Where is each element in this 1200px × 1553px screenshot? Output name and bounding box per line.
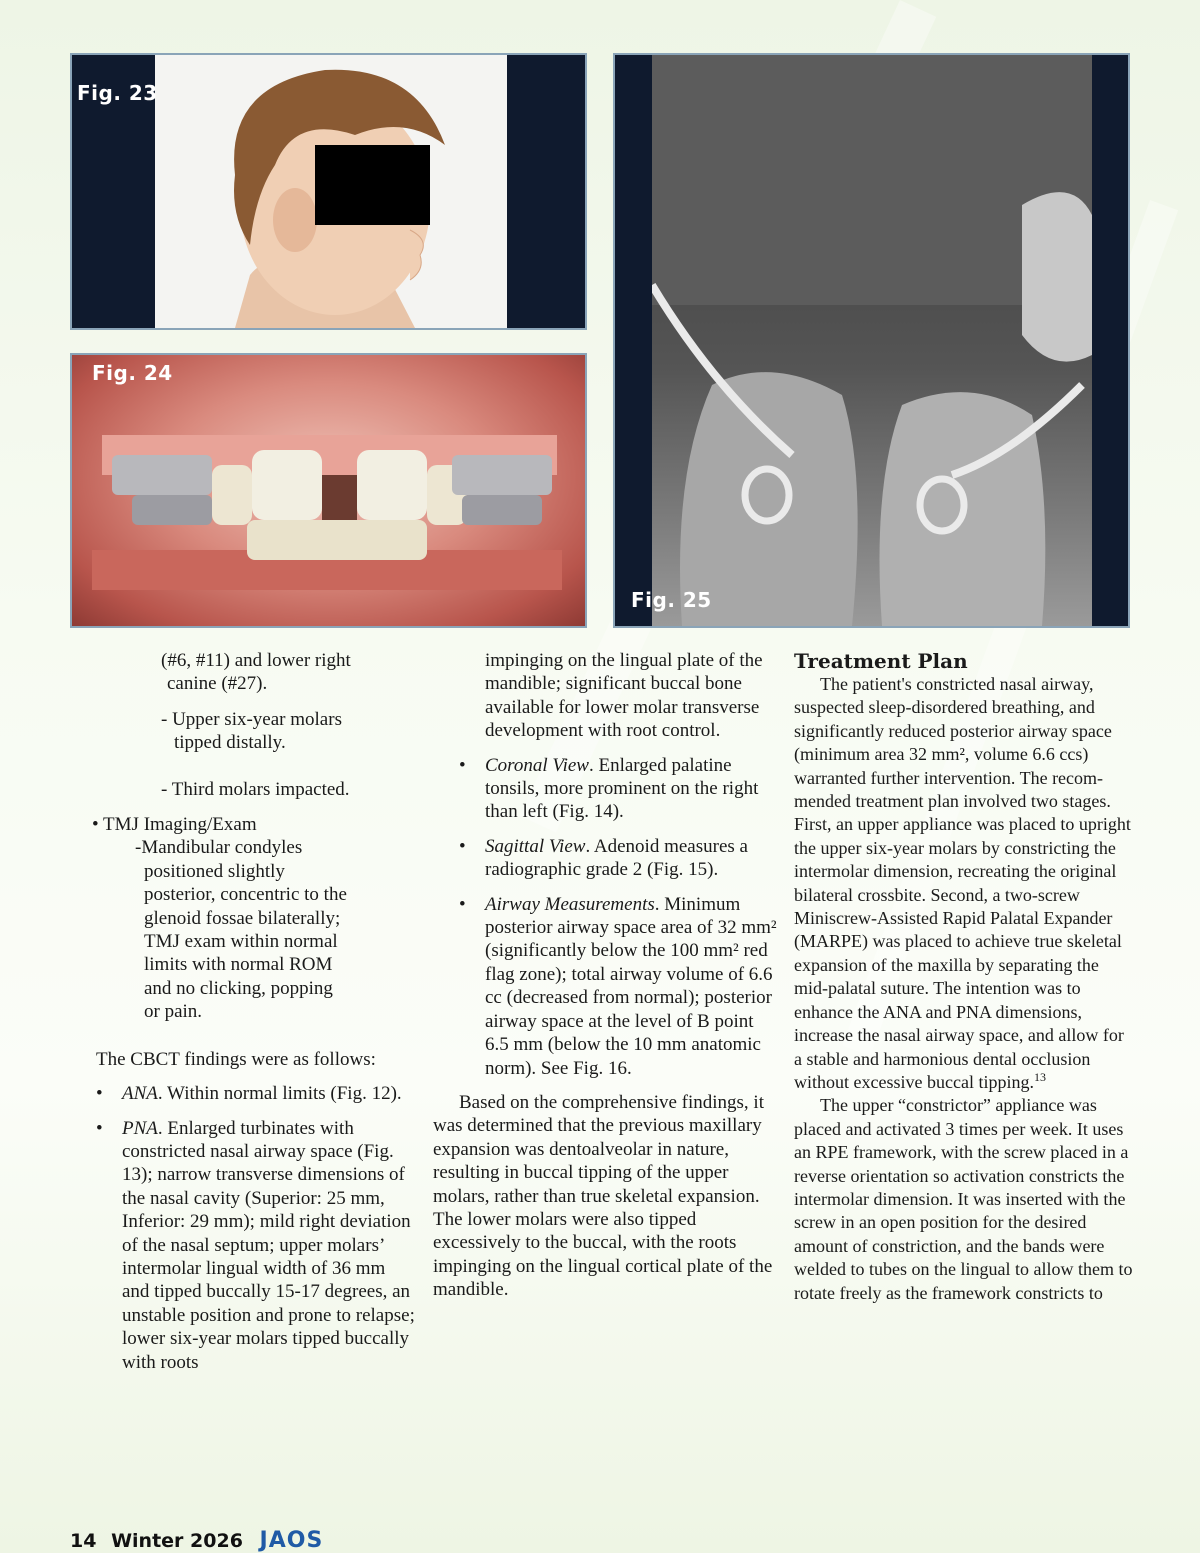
patient-profile-illustration — [155, 55, 507, 328]
text-line: • TMJ Imaging/Exam — [92, 814, 257, 836]
paragraph: The CBCT findings were as follows: — [96, 1048, 376, 1070]
bullet-label: PNA — [122, 1117, 158, 1139]
text-column-2 — [433, 649, 778, 1302]
radiograph-illustration — [652, 55, 1092, 626]
reference-number: 13 — [1033, 1069, 1046, 1084]
paragraph: Based on the comprehensive findings, it was determined that the previous maxillary expansion was dentoalveolar in nature, resulting in buccal tipping of the upper molars, rather than true skeletal expansion. The lower molars were also tipped excessively to the buccal, with the roots impinging on the lingual cortical plate of the mandible. — [433, 1091, 773, 1301]
text-line: canine (#27). — [167, 673, 268, 695]
bullet-label: Airway Measurements — [485, 893, 655, 915]
bullet-label: ANA — [122, 1083, 158, 1105]
bullet-sagittal: • Sagittal View. Adenoid measures a radiographic grade 2 (Fig. 15). — [459, 835, 748, 881]
text-column-1 — [70, 649, 415, 1374]
text-line: positioned slightly — [144, 860, 285, 882]
bullet-label: Sagittal View — [485, 835, 586, 857]
periapical-radiograph — [652, 55, 1092, 626]
text-column-3 — [794, 649, 1134, 1305]
bullet-pna: • PNA. Enlarged turbinates with constricted nasal airway space (Fig. 13); narrow transverse dimensions of the nasal cavity (Superior: 25 mm, Inferior: 29 mm); mild right deviation of the nasal septum; upper molars’ intermolar lingual width of 36 mm and tipped buccally 15-17 degrees, an unstable position and prone to relapse; lower six-year molars tipped buccally with roots — [96, 1117, 415, 1373]
page-footer — [70, 1528, 323, 1553]
bullet-ana: • ANA. Within normal limits (Fig. 12). — [96, 1083, 402, 1105]
figure-24 — [70, 353, 587, 628]
bullet-text: . Minimum posterior airway space area of 32 mm² (significantly below the 100 mm² red flag zone); total airway volume of 6.6 cc (decreased from normal); posterior airway space at the level of B point 6.5 mm (below the 10 mm anatomic norm). See Fig. 16. — [485, 893, 777, 1079]
bullet-text: . Within normal limits (Fig. 12). — [157, 1083, 402, 1105]
paragraph: impinging on the lingual plate of the mandible; significant buccal bone available for lower molar transverse development with root control. — [485, 650, 763, 742]
text-line: - Upper six-year molars — [161, 708, 342, 730]
figure-23 — [70, 53, 587, 330]
bullet-text: . Enlarged palatine tonsils, more prominent on the right than left (Fig. 14). — [485, 754, 759, 823]
text-line: TMJ exam within normal — [144, 931, 338, 953]
page-number: 14 — [70, 1530, 97, 1552]
text-line: or pain. — [144, 1001, 203, 1023]
issue-date: Winter 2026 — [111, 1530, 243, 1552]
text-line: and no clicking, popping — [144, 977, 333, 999]
bullet-label: Coronal View — [485, 754, 589, 776]
figure-25 — [613, 53, 1130, 628]
text-line: -Mandibular condyles — [135, 837, 303, 859]
paragraph — [794, 673, 1134, 1094]
bullet-coronal: • Coronal View. Enlarged palatine tonsils, more prominent on the right than left (Fig. 14). — [459, 754, 759, 823]
figure-24-label: Fig. 24 — [92, 361, 173, 385]
figure-23-label: Fig. 23 — [77, 81, 158, 105]
paragraph: The upper “constrictor” appliance was placed and activated 3 times per week. It uses an RPE framework, with the screw placed in a reverse orientation so activation constricts the intermolar dimension. It was inserted with the screw in an open position for the desired amount of constriction, and the bands were welded to tubes on the lingual to allow them to rotate freely as the framework constricts to — [794, 1095, 1133, 1303]
text-line: - Third molars impacted. — [161, 778, 350, 800]
bullet-text: . Adenoid measures a radiographic grade 2 (Fig. 15). — [485, 835, 748, 881]
paragraph-text: The patient's constricted nasal airway, suspected sleep-disordered breathing, and significantly reduced posterior airway space (minimum area 32 mm², volume 6.6 ccs) warranted further intervention. The recommended treatment plan involved two stages. First, an upper appliance was placed to upright the upper six-year molars by constricting the intermolar dimension, recreating the original bilateral crossbite. Second, a two-screw Miniscrew-Assisted Rapid Palatal Expander (MARPE) was placed to achieve true skeletal expansion of the maxilla by separating the mid-palatal suture. The intention was to enhance the ANA and PNA dimensions, increase the nasal airway space, and allow for a stable and harmonious dental occlusion without excessive buccal tipping. — [794, 674, 1131, 1092]
section-heading: Treatment Plan — [794, 649, 968, 673]
text-line: posterior, concentric to the — [144, 884, 347, 906]
text-line: limits with normal ROM — [144, 954, 333, 976]
figure-25-label: Fig. 25 — [631, 588, 712, 612]
bullet-text: . Enlarged turbinates with constricted nasal airway space (Fig. 13); narrow transverse dimensions of the nasal cavity (Superior: 25 mm, Inferior: 29 mm); mild right deviation of the nasal septum; upper molars’ intermolar lingual width of 36 mm and tipped buccally 15-17 degrees, an unstable position and prone to relapse; lower six-year molars tipped buccally with roots — [122, 1117, 415, 1373]
text-line: (#6, #11) and lower right — [161, 650, 351, 671]
journal-brand: JAOS — [259, 1528, 324, 1553]
bullet-airway: • Airway Measurements. Minimum posterior airway space area of 32 mm² (significantly below the 100 mm² red flag zone); total airway volume of 6.6 cc (decreased from normal); posterior airway space at the level of B point 6.5 mm (below the 10 mm anatomic norm). See Fig. 16. — [459, 893, 777, 1079]
intraoral-photo — [72, 355, 585, 626]
text-line: tipped distally. — [174, 732, 286, 754]
text-line: glenoid fossae bilaterally; — [144, 907, 341, 929]
patient-profile-photo — [155, 55, 507, 328]
